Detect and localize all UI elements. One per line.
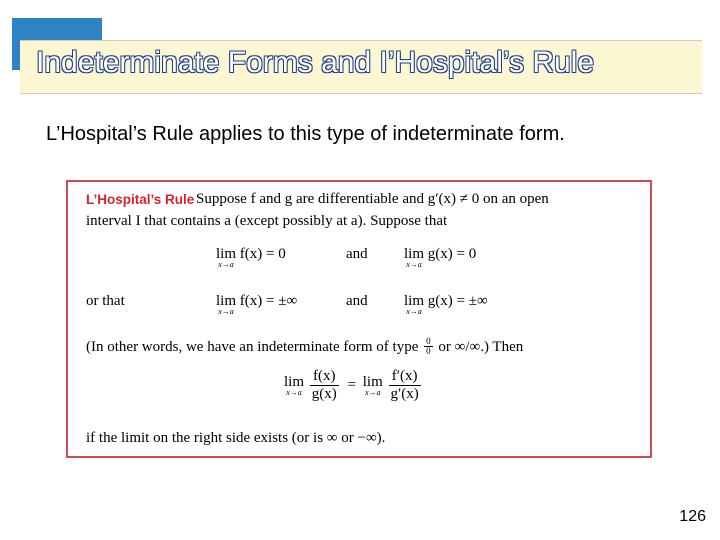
- and-label-2: and: [346, 293, 368, 309]
- lim-operator: lim x→a: [404, 293, 425, 316]
- rule-box: [66, 180, 652, 458]
- zero-over-zero-fraction: $\frac{0}{0}$: [426, 336, 431, 356]
- f-over-g-fraction: $\frac{f(x)}{g(x)}$: [311, 368, 337, 402]
- lim-operator: lim x→a: [284, 374, 305, 397]
- condition-2-right: lim x→a g(x) = ±∞: [404, 293, 488, 316]
- lim-operator: lim x→a: [216, 293, 237, 316]
- rule-line-1: Suppose f and g are differentiable and g′(x) ≠ 0 on an open: [196, 191, 549, 207]
- lim-operator: lim x→a: [404, 246, 425, 269]
- condition-2-left: lim x→a f(x) = ±∞: [216, 293, 298, 316]
- rule-line-2: interval I that contains a (except possibly at a). Suppose that: [86, 213, 448, 229]
- and-label-1: and: [346, 246, 368, 262]
- lim-operator: lim x→a: [362, 374, 383, 397]
- slide-title: Indeterminate Forms and I’Hospital’s Rule: [36, 46, 595, 79]
- rule-label: L’Hospital’s Rule: [86, 192, 195, 207]
- result-equation: lim x→a $\frac{f(x)}{g(x)}$ = lim x→a $\frac{f'(x)}{g'(x)}$: [284, 368, 419, 402]
- indeterminate-form-sentence: (In other words, we have an indeterminate form of type $\frac{0}{0}$ or ∞/∞.) Then: [86, 336, 524, 356]
- condition-1-right: lim x→a g(x) = 0: [404, 246, 477, 269]
- page-number: 126: [679, 508, 706, 525]
- or-that-label: or that: [86, 293, 125, 309]
- condition-1-left: lim x→a f(x) = 0: [216, 246, 286, 269]
- intro-text: L’Hospital’s Rule applies to this type of indeterminate form.: [46, 123, 565, 145]
- fprime-over-gprime-fraction: $\frac{f'(x)}{g'(x)}$: [390, 368, 419, 402]
- lim-operator: lim x→a: [216, 246, 237, 269]
- rule-final-line: if the limit on the right side exists (or is ∞ or −∞).: [86, 430, 386, 446]
